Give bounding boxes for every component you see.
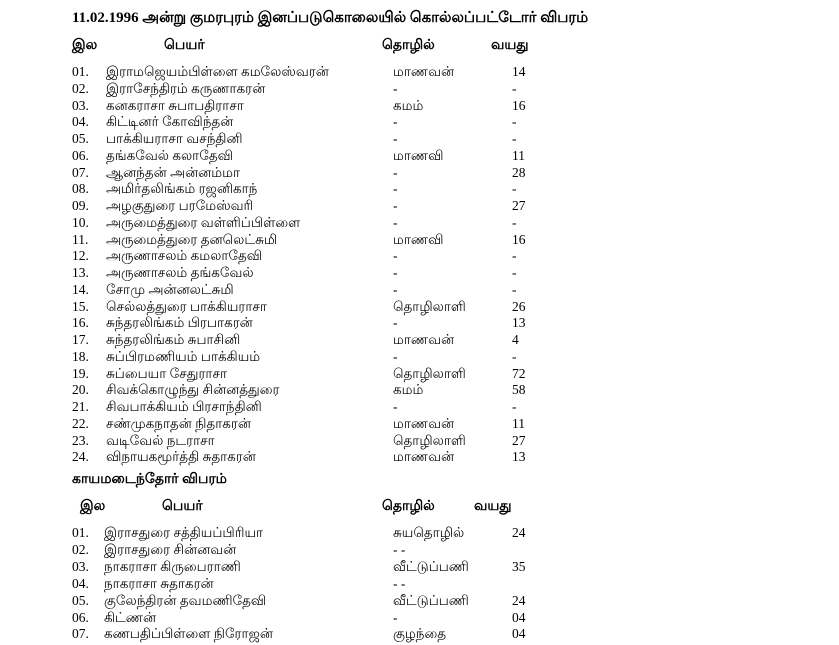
occupation: மாணவி xyxy=(393,231,444,247)
occupation: - xyxy=(393,164,398,180)
occupation: - - xyxy=(393,575,406,591)
person-name: தங்கவேல் கலாதேவி xyxy=(106,147,233,163)
row-number: 03. xyxy=(72,558,89,574)
table-row xyxy=(0,331,839,348)
age: 58 xyxy=(512,382,526,398)
table-row xyxy=(0,214,839,231)
occupation: வீட்டுப்பணி xyxy=(393,558,469,574)
occupation: - xyxy=(393,315,398,331)
person-name: பாக்கியராசா வசந்தினி xyxy=(106,131,243,146)
table-row xyxy=(0,524,839,541)
age: - xyxy=(512,399,517,414)
occupation: - xyxy=(393,198,398,213)
row-number: 03. xyxy=(72,97,89,113)
occupation: தொழிலாளி xyxy=(393,298,466,314)
person-name: கணபதிப்பிள்ளை நிரோஜன் xyxy=(104,626,273,642)
row-number: 17. xyxy=(72,332,89,347)
person-name: கனகராசா சுபாபதிராசா xyxy=(106,97,244,113)
table-row xyxy=(0,264,839,281)
row-number: 11. xyxy=(72,231,89,247)
person-name: சிவக்கொழுந்து சின்னத்துரை xyxy=(106,382,280,398)
row-number: 05. xyxy=(72,592,89,608)
occupation: தொழிலாளி xyxy=(393,365,466,381)
person-name: அருமைத்துரை தனலெட்சுமி xyxy=(106,231,278,247)
person-name: சோமு அன்னலட்சுமி xyxy=(106,281,234,297)
table-row xyxy=(0,247,839,264)
table-row xyxy=(0,398,839,415)
person-name: அருணாசலம் தங்கவேல் xyxy=(106,265,254,280)
age: 04 xyxy=(512,609,526,625)
person-name: செல்லத்துரை பாக்கியராசா xyxy=(106,298,267,314)
occupation: - - xyxy=(393,541,406,557)
occupation: கமம் xyxy=(393,382,424,398)
row-number: 09. xyxy=(72,198,89,213)
age: 14 xyxy=(512,64,526,79)
person-name: வடிவேல் நடராசா xyxy=(106,432,215,448)
row-number: 13. xyxy=(72,265,89,280)
table-row xyxy=(0,314,839,331)
person-name: சுப்பிரமணியம் பாக்கியம் xyxy=(106,348,261,364)
occupation: மாணவன் xyxy=(393,449,455,465)
age: 24 xyxy=(512,525,526,540)
age: 28 xyxy=(512,164,526,180)
table-row xyxy=(0,130,839,147)
occupation: தொழிலாளி xyxy=(393,432,466,448)
occupation: - xyxy=(393,181,398,197)
age: 13 xyxy=(512,449,526,465)
occupation: - xyxy=(393,399,398,414)
age: - xyxy=(512,348,517,364)
table-row xyxy=(0,164,839,181)
row-number: 24. xyxy=(72,449,89,465)
injured-header-no: இல xyxy=(80,499,106,514)
age: - xyxy=(512,281,517,297)
occupation: - xyxy=(393,80,398,96)
person-name: சிவபாக்கியம் பிரசாந்தினி xyxy=(106,399,262,414)
table-row xyxy=(0,231,839,248)
table-row xyxy=(0,80,839,97)
occupation: மாணவி xyxy=(393,147,444,163)
person-name: சுந்தரலிங்கம் பிரபாகரன் xyxy=(106,315,253,331)
header-no: இல xyxy=(72,38,98,53)
table-row xyxy=(0,415,839,432)
table-row xyxy=(0,348,839,365)
person-name: இராசேந்திரம் கருணாகரன் xyxy=(106,80,266,96)
table-row xyxy=(0,558,839,575)
age: - xyxy=(512,131,517,146)
person-name: இராமஜெயம்பிள்ளை கமலேஸ்வரன் xyxy=(106,64,329,79)
table-row xyxy=(0,63,839,80)
injured-header-age: வயது xyxy=(474,499,512,514)
row-number: 15. xyxy=(72,298,89,314)
person-name: சுப்பையா சேதுராசா xyxy=(106,365,227,381)
age: 4 xyxy=(512,332,519,347)
occupation: மாணவன் xyxy=(393,332,455,347)
occupation: - xyxy=(393,131,398,146)
occupation: கமம் xyxy=(393,97,424,113)
header-occupation: தொழில் xyxy=(382,38,435,53)
row-number: 04. xyxy=(72,114,89,130)
age: 13 xyxy=(512,315,526,331)
person-name: குலேந்திரன் தவமணிதேவி xyxy=(104,592,267,608)
age: 16 xyxy=(512,231,526,247)
table-row xyxy=(0,432,839,449)
age: 11 xyxy=(512,415,525,431)
row-number: 06. xyxy=(72,147,89,163)
person-name: சுந்தரலிங்கம் சுபாசினி xyxy=(106,332,241,347)
occupation: - xyxy=(393,348,398,364)
table-row xyxy=(0,113,839,130)
age: 26 xyxy=(512,298,526,314)
age: 24 xyxy=(512,592,526,608)
table-row xyxy=(0,281,839,298)
row-number: 07. xyxy=(72,626,89,642)
person-name: கிட்ணன் xyxy=(104,609,157,625)
row-number: 12. xyxy=(72,248,89,264)
table-row xyxy=(0,541,839,558)
page-title: 11.02.1996 அன்று குமரபுரம் இனப்படுகொலையில் கொல்லப்பட்டோர் விபரம் xyxy=(72,10,589,26)
occupation: - xyxy=(393,214,398,230)
table-row xyxy=(0,575,839,592)
person-name: இராசதுரை சின்னவன் xyxy=(104,541,237,557)
person-name: அமிர்தலிங்கம் ரஜனிகாந் xyxy=(106,181,258,197)
row-number: 01. xyxy=(72,525,89,540)
row-number: 21. xyxy=(72,399,89,414)
age: 72 xyxy=(512,365,526,381)
row-number: 08. xyxy=(72,181,89,197)
person-name: ஆனந்தன் அன்னம்மா xyxy=(106,164,241,180)
age: 11 xyxy=(512,147,525,163)
row-number: 02. xyxy=(72,541,89,557)
occupation: வீட்டுப்பணி xyxy=(393,592,469,608)
occupation: குழந்தை xyxy=(393,626,447,642)
person-name: அழகுதுரை பரமேஸ்வரி xyxy=(106,198,254,213)
person-name: சண்முகநாதன் நிதாகரன் xyxy=(106,415,251,431)
person-name: கிட்டினர் கோவிந்தன் xyxy=(106,114,234,130)
occupation: மாணவன் xyxy=(393,64,455,79)
row-number: 01. xyxy=(72,64,89,79)
row-number: 20. xyxy=(72,382,89,398)
injured-header-name: பெயர் xyxy=(162,499,203,514)
age: - xyxy=(512,265,517,280)
header-name: பெயர் xyxy=(164,38,205,53)
table-row xyxy=(0,625,839,642)
person-name: விநாயகமூர்த்தி சுதாகரன் xyxy=(106,449,256,465)
age: 35 xyxy=(512,558,526,574)
person-name: அருமைத்துரை வள்ளிப்பிள்ளை xyxy=(106,214,301,230)
occupation: - xyxy=(393,281,398,297)
row-number: 18. xyxy=(72,348,89,364)
row-number: 02. xyxy=(72,80,89,96)
table-row xyxy=(0,448,839,465)
person-name: நாகராசா கிருபைராணி xyxy=(104,558,241,574)
row-number: 05. xyxy=(72,131,89,146)
occupation: மாணவன் xyxy=(393,415,455,431)
occupation: சுயதொழில் xyxy=(393,525,465,540)
age: - xyxy=(512,181,517,197)
age: - xyxy=(512,80,517,96)
occupation: - xyxy=(393,114,398,130)
table-row xyxy=(0,298,839,315)
row-number: 07. xyxy=(72,164,89,180)
person-name: நாகராசா சுதாகரன் xyxy=(104,575,214,591)
table-row xyxy=(0,609,839,626)
age: 27 xyxy=(512,198,526,213)
person-name: அருணாசலம் கமலாதேவி xyxy=(106,248,263,264)
row-number: 04. xyxy=(72,575,89,591)
table-row xyxy=(0,97,839,114)
occupation: - xyxy=(393,265,398,280)
occupation: - xyxy=(393,248,398,264)
row-number: 16. xyxy=(72,315,89,331)
header-age: வயது xyxy=(491,38,529,53)
injured-header-occupation: தொழில் xyxy=(382,499,435,514)
row-number: 14. xyxy=(72,281,89,297)
table-row xyxy=(0,592,839,609)
injured-title: காயமடைந்தோர் விபரம் xyxy=(72,472,227,487)
table-row xyxy=(0,197,839,214)
age: 04 xyxy=(512,626,526,642)
row-number: 19. xyxy=(72,365,89,381)
age: - xyxy=(512,114,517,130)
row-number: 23. xyxy=(72,432,89,448)
table-row xyxy=(0,180,839,197)
age: 27 xyxy=(512,432,526,448)
row-number: 22. xyxy=(72,415,89,431)
age: - xyxy=(512,248,517,264)
age: - xyxy=(512,214,517,230)
row-number: 06. xyxy=(72,609,89,625)
person-name: இராசதுரை சத்தியப்பிரியா xyxy=(104,525,264,540)
table-row xyxy=(0,365,839,382)
table-row xyxy=(0,381,839,398)
occupation: - xyxy=(393,609,398,625)
row-number: 10. xyxy=(72,214,89,230)
age: 16 xyxy=(512,97,526,113)
table-row xyxy=(0,147,839,164)
